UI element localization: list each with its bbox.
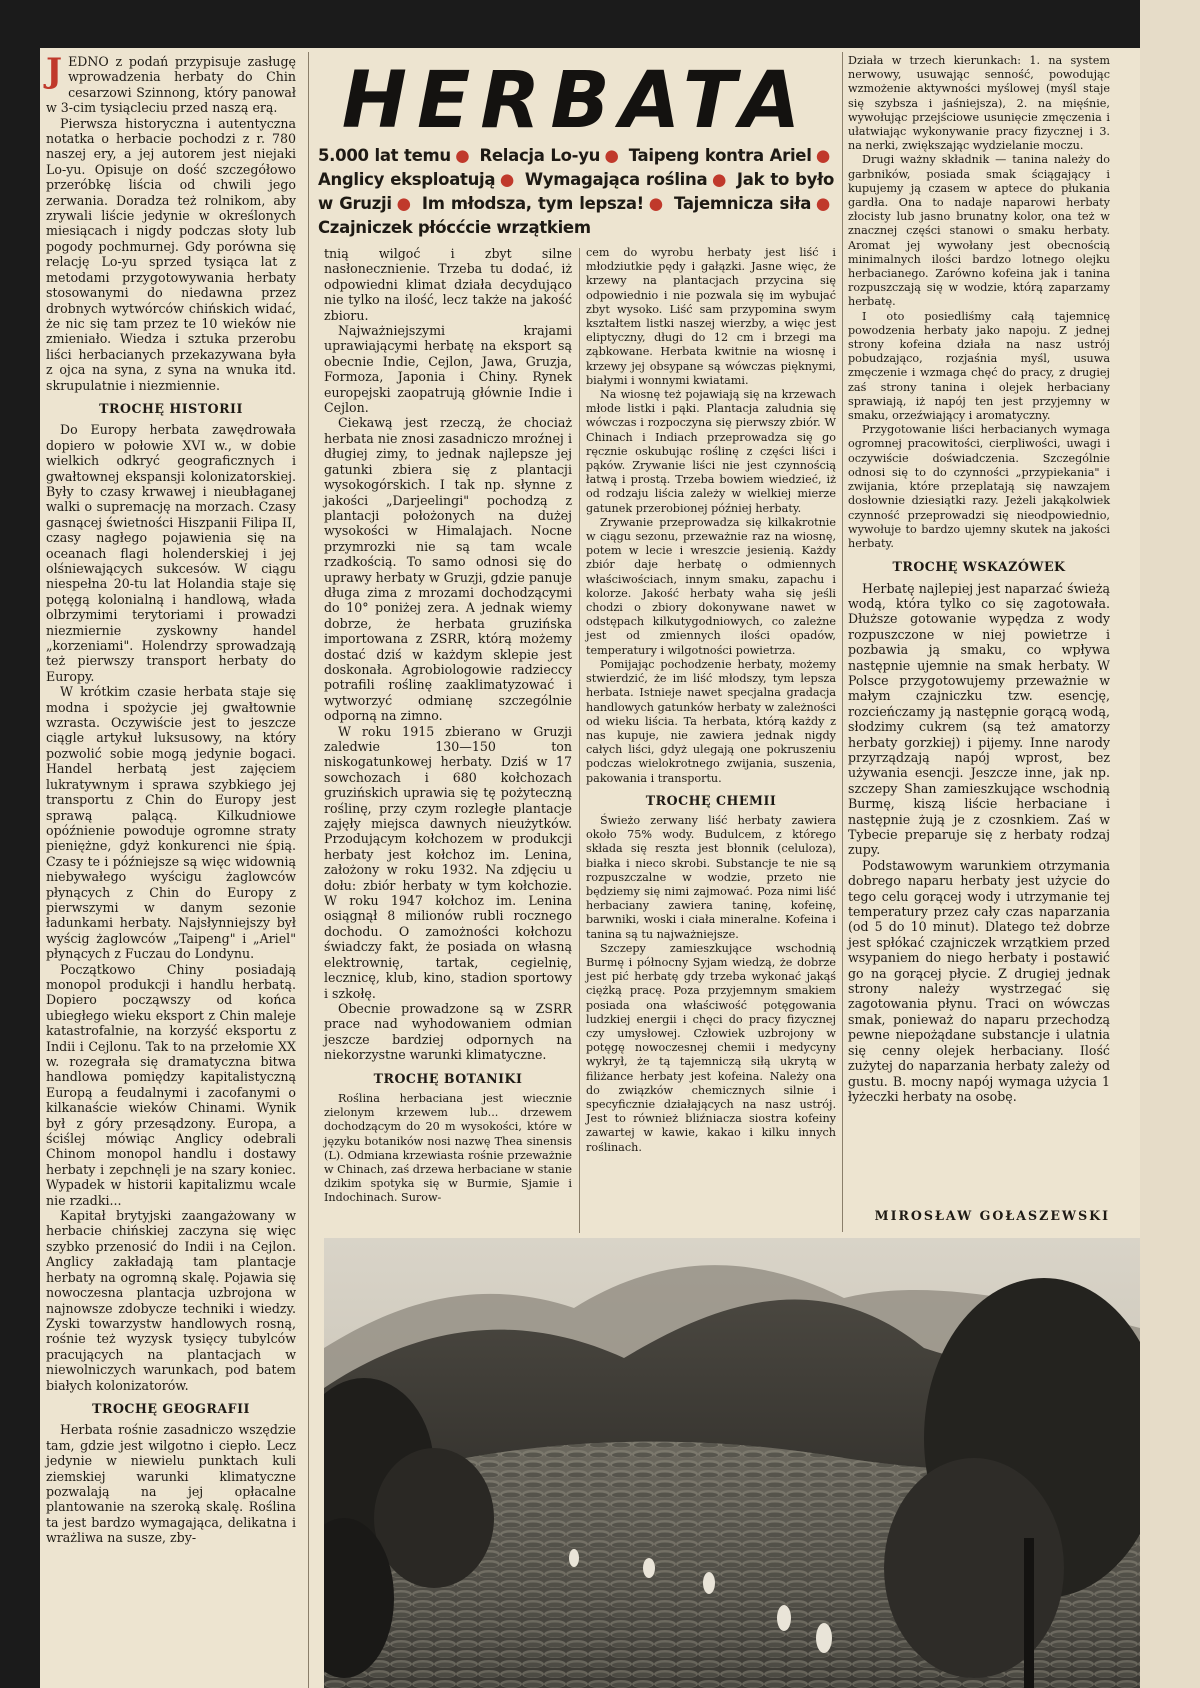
column-rule xyxy=(842,52,843,1232)
paragraph: tnią wilgoć i zbyt silne nasłonecznienie. Trzeba tu dodać, iż odpowiedni klimat działa decydująco nie tylko na ilość, lecz także na jakość zbioru. xyxy=(324,246,572,323)
paragraph: Początkowo Chiny posiadają monopol produkcji i handlu herbatą. Dopiero począwszy od końca ubiegłego wieku eksport z Chin maleje katastrofalnie, na korzyść eksportu z Indii i Cejlonu. Tak to na przełomie XX w. rozegrała się dramatyczna bitwa handlowa pomiędzy kapitalistyczną Europą a feudalnymi i zacofanymi o kilkanaście wieków Chinami. Wynik był z góry przesądzony. Europa, a ściślej mówiąc Anglicy odebrali Chinom monopol handlu i dostawy herbaty i zepchnęli je na szary koniec. Wypadek w historii kapitalizmu wcale nie rzadki... xyxy=(46,961,296,1208)
subtitle-item: Relacja Lo-yu xyxy=(479,146,601,165)
paragraph: Przygotowanie liści herbacianych wymaga ogromnej pracowitości, cierpliwości, uwagi i oczywiście doświadczenia. Szczególnie odnosi się to do czynności „przypiekania" i zwijania, które przeplatają się nawzajem dosłownie dziesiątki razy. Jeżeli jakąkolwiek czynność przeprowadzi się nieodpowiednio, wywołuje to bardzo ujemny skutek na jakości herbaty. xyxy=(848,423,1110,550)
paragraph: Działa w trzech kierunkach: 1. na system nerwowy, usuwając senność, powodując wzmożenie aktywności myślowej (myśl staje się szybsza i jaśniejsza), 2. na mięśnie, wywołując przejściowe usunięcie zmęczenia i ułatwiając wykonywanie pracy fizycznej i 3. na nerki, zwiększając wydzielanie moczu. xyxy=(848,54,1110,153)
subtitle-item: Im młodsza, tym lepsza! xyxy=(421,194,644,213)
subtitle-item: Czajniczek płócćcie wrzątkiem xyxy=(318,218,591,237)
paragraph: cem do wyrobu herbaty jest liść i młodziutkie pędy i gałązki. Jasne więc, że krzewy na plantacjach przycina się odpowiednio i nie pozwala się im wybujać zbyt wysoko. Liść sam przypomina swym kształtem listki naszej wierzby, a więc jest eliptyczny, długi do 12 cm i brzegi ma ząbkowane. Herbata kwitnie na wiosnę i krzewy jej obsypane są wówczas pięknymi, białymi i wonnymi kwiatami. xyxy=(586,246,836,387)
paragraph: Pierwsza historyczna i autentyczna notatka o herbacie pochodzi z r. 780 naszej ery, a jej autorem jest niejaki Lo-yu. Opisuje on dość szczegółowo przeróbkę liścia od chwili jego zerwania. Doradza też rolnikom, aby zrywali liście jedynie w określonych miesiącach i nigdy podczas słoty lub pogody pochmurnej. Gdy porówna się relację Lo-yu sprzed tysiąca lat z metodami przygotowywania herbaty stosowanymi do niedawna przez drobnych wytwórców chińskich widać, że nic się tam przez te 10 wieków nie zmieniało. Wiedza i sztuka przerobu liści herbacianych przekazywana była z ojca na syna, z syna na wnuka itd. skrupulatnie i niezmiennie. xyxy=(46,115,296,393)
column-rule xyxy=(579,248,580,1233)
drop-cap: J xyxy=(46,51,63,91)
newspaper-page xyxy=(40,48,1140,1688)
paragraph: Pomijając pochodzenie herbaty, możemy stwierdzić, że im liść młodszy, tym lepsza herbata. Istnieje nawet specjalna gradacja handlowych gatunków herbaty w zależności od wieku liścia. Ta herbata, którą każdy z nas kupuje, nie zawiera jednak nigdy całych liści, gdyż ulegają one pokruszeniu podczas wielokrotnego zwijania, suszenia, pakowania i transportu. xyxy=(586,657,836,785)
section-heading-geography: TROCHĘ GEOGRAFII xyxy=(92,1400,250,1416)
subtitle-item: Tajemnicza siła xyxy=(674,194,812,213)
paragraph: Do Europy herbata zawędrowała dopiero w połowie XVI w., w dobie wielkich odkryć geograficznych i gwałtownej ekspansji kolonizatorskiej. Były to czasy krwawej i nieubłaganej walki o supremację na morzach. Czasy gasnącej świetności Hiszpanii Filipa II, czasy nagłego pojawienia się na oceanach flagi holenderskiej i jej olśniewających sukcesów. W ciągu niespełna 20-tu lat Holandia staje się potęgą kolonialną i handlową, włada olbrzymimi terytoriami i prowadzi niezmiernie zyskowny handel „korzeniami". Holendrzy sprowadzają też pierwszy transport herbaty do Europy. xyxy=(46,422,296,684)
paragraph: Na wiosnę też pojawiają się na krzewach młode listki i pąki. Plantacja zaludnia się wówczas i rozpoczyna się pierwszy zbiór. W Chinach i Indiach przeprowadza się go ręcznie oskubując roślinę z części liści i pąków. Zrywanie liści nie jest czynnością łatwą i prostą. Trzeba bowiem wiedzieć, iż od rodzaju liścia zależy w wielkiej mierze gatunek przerobionej później herbaty. xyxy=(586,388,836,515)
subtitle-item: 5.000 lat temu xyxy=(318,146,451,165)
paragraph: Szczepy zamieszkujące wschodnią Burmę i północny Syjam wiedzą, że dobrze jest pić herbatę gdy trzeba wykonać jakąś ciężką pracę. Poza przyjemnym smakiem posiada ona właściwość potęgowania ludzkiej energii i chęci do pracy fizycznej czy umysłowej. Człowiek uzbrojony w potęgę nowoczesnej chemii i medycyny wykrył, że tą tajemniczą siłą ukrytą w filiżance herbaty jest kofeina. Należy ona do związków chemicznych silnie i specyficznie działających na nasz ustrój. Jest to również bliźniacza siostra kofeiny zawartej w kawie, kakao i kilku innych roślinach. xyxy=(586,941,836,1154)
column-4 xyxy=(848,54,1110,1104)
paragraph: Zrywanie przeprowadza się kilkakrotnie w ciągu sezonu, przeważnie raz na wiosnę, potem w lecie i wreszcie jesienią. Każdy zbiór daje herbatę o odmiennych właściwościach, innym smaku, zapachu i kolorze. Jakość herbaty waha się jeśli chodzi o zbiory dokonywane nawet w odstępach kilkutygodniowych, co zależne jest od zmiennych ilości opadów, temperatury i wilgotności powietrza. xyxy=(586,515,836,657)
column-2 xyxy=(324,246,572,1206)
paragraph: Podstawowym warunkiem otrzymania dobrego naparu herbaty jest użycie do tego celu gorącej wody i utrzymanie tej temperatury przez cały czas naparzania (od 5 do 10 minut). Dlatego też dobrze jest spłókać czajniczek wrzątkiem przed wsypaniem do niego herbaty i postawić go na gorącej płycie. Z drugiej jednak strony należy wystrzegać się zagotowania płynu. Traci on wówczas smak, ponieważ do naparu przechodzą pewne niepożądane substancje i ulatnia się cenny olejek herbaciany. Ilość zużytej do naparzania herbaty zależy od gustu. B. mocny napój wymaga użycia 1 łyżeczki herbaty na osobę. xyxy=(848,857,1110,1104)
section-heading-botany: TROCHĘ BOTANIKI xyxy=(373,1070,523,1086)
subtitle-item: Jak to było w Gruzji xyxy=(318,170,834,213)
subtitle-item: Taipeng kontra Ariel xyxy=(628,146,812,165)
column-3 xyxy=(586,246,836,1155)
article-subtitle: 5.000 lat temu ● Relacja Lo-yu ● Taipeng kontra Ariel ● Anglicy eksploatują ● Wymagająca roślina ● Jak to było w Gruzji ● Im młodsza, tym lepsza! ● Tajemnicza siła ● Czajniczek płócćcie wrzątkiem xyxy=(318,146,834,237)
page-edge xyxy=(1140,0,1200,1688)
section-heading-chemistry: TROCHĘ CHEMII xyxy=(645,792,777,808)
intro-text: EDNO z podań przypisuje zasługę wprowadzenia herbaty do Chin cesarzowi Szinnong, który panował w 3-cim tysiącleciu przed naszą erą. xyxy=(46,54,296,116)
column-1 xyxy=(46,51,296,1546)
paragraph: I oto posiedliśmy całą tajemnicę powodzenia herbaty jako napoju. Z jednej strony kofeina działa na nasz ustrój pobudzająco, rozjaśnia myśl, usuwa zmęczenie i wzmaga chęć do pracy, z drugiej zaś strony tanina i olejek herbaciany sprawiają, iż napój ten jest przyjemny w smaku, orzeźwiający i aromatyczny. xyxy=(848,309,1110,423)
paragraph: Drugi ważny składnik — tanina należy do garbników, posiada smak ściągający i kupujemy ją czasem w aptece do płukania gardła. Ona to nadaje naparowi herbaty złocisty lub jasno brunatny kolor, ona też w znacznej części stanowi o smaku herbaty. Aromat jej wywołany jest obecnością minimalnych ilości bardzo lotnego olejku herbacianego. Zarówno kofeina jak i tanina rozpuszczają się w wodzie, którą zaparzamy herbatę. xyxy=(848,153,1110,309)
article-title: HERBATA xyxy=(341,56,811,146)
title-block xyxy=(312,52,840,238)
paragraph: Roślina herbaciana jest wiecznie zielonym krzewem lub... drzewem dochodzącym do 20 m wysokości, które w języku botaników nosi nazwę Thea sinensis (L). Odmiana krzewiasta rośnie przeważnie w Chinach, zaś drzewa herbaciane w stanie dzikim spotyka się w Burmie, Sjamie i Indochinach. Surow- xyxy=(324,1091,572,1205)
paragraph: Najważniejszymi krajami uprawiającymi herbatę na eksport są obecnie Indie, Cejlon, Jawa, Gruzja, Formoza, Japonia i Chiny. Rynek europejski zaopatrują głównie Indie i Cejlon. xyxy=(324,323,572,416)
subtitle-item: Wymagająca roślina xyxy=(524,170,708,189)
paragraph: Kapitał brytyjski zaangażowany w herbacie chińskiej zaczyna się więc szybko przenosić do Indii i na Cejlon. Anglicy zakładają tam plantacje herbaty na ogromną skalę. Pojawia się nowoczesna plantacja uzbrojona w najnowsze zdobycze techniki i wiedzy. Zyski towarzystw handlowych rosną, rośnie też wyzysk tysięcy tubylców pracujących na plantacjach w niewolniczych warunkach, pod batem białych kolonizatorów. xyxy=(46,1208,296,1393)
paragraph: Herbata rośnie zasadniczo wszędzie tam, gdzie jest wilgotno i ciepło. Lecz jedynie w niewielu punktach kuli ziemskiej warunki klimatyczne pozwalają na jej opłacalne plantowanie na szeroką skalę. Roślina ta jest bardzo wymagająca, delikatna i wrażliwa na susze, zby- xyxy=(46,1422,296,1546)
paragraph: W roku 1915 zbierano w Gruzji zaledwie 130—150 ton niskogatunkowej herbaty. Dziś w 17 sowchozach i 680 kołchozach gruzińskich uprawia się tę pożyteczną roślinę, przy czym rozległe plantacje zajęły miejsca dawnych nieużytków. Przodującym kołchozem w produkcji herbaty jest kołchoz im. Lenina, założony w roku 1932. Na zdjęciu u dołu: zbiór herbaty w tym kołchozie. W roku 1947 kołchoz im. Lenina osiągnął 8 milionów rubli rocznego dochodu. O zamożności kołchozu świadczy fakt, że posiada on własną elektrownię, tartak, cegielnię, lecznicę, klub, kino, stadion sportowy i szkołę. xyxy=(324,723,572,1001)
section-heading-history: TROCHĘ HISTORII xyxy=(99,400,243,416)
intro-paragraph xyxy=(46,51,296,116)
paragraph: W krótkim czasie herbata staje się modna i spożycie jej gwałtownie wzrasta. Oczywiście jest to jeszcze ciągle artykuł luksusowy, na który pozwolić sobie mogą jedynie bogaci. Handel herbatą jest zajęciem lukratywnym i sprawa szybkiego jej transportu z Chin do Europy jest sprawą palącą. Kilkudniowe opóźnienie powoduje ogromne straty pieniężne, gdyż konkurenci nie śpią. Czasy te i późniejsze są więc widownią niebywałego wyścigu żaglowców płynących z Chin do Europy z pierwszymi w danym sezonie ładunkami herbaty. Najsłynniejszy był wyścig żaglowców „Taipeng" i „Ariel" płynących z Fuczau do Londynu. xyxy=(46,684,296,962)
paragraph: Herbatę najlepiej jest naparzać świeżą wodą, która tylko co się zagotowała. Dłuższe gotowanie wypędza z wody rozpuszczone w niej powietrze i pozbawia ją smaku, co wpływa następnie ujemnie na smak herbaty. W Polsce przygotowujemy przeważnie w małym czajniczku tzw. esencję, rozcieńczamy ją następnie gorącą wodą, słodzimy cukrem (są też amatorzy herbaty gorzkiej) i pijemy. Inne narody przyrządzają napój wprost, bez używania esencji. Jeszcze inne, jak np. szczepy Shan zamieszkujące wschodnią Burmę, kiszą liście herbaciane i następnie żują je z czosnkiem. Zaś w Tybecie preparuje się z herbaty rodzaj zupy. xyxy=(848,580,1110,858)
section-heading-tips: TROCHĘ WSKAZÓWEK xyxy=(892,559,1066,575)
column-rule xyxy=(308,52,309,1688)
paragraph: Ciekawą jest rzeczą, że chociaż herbata nie znosi zasadniczo mroźnej i długiej zimy, to jednak najlepsze jej gatunki zbiera się z plantacji wysokogórskich. I tak np. słynne z jakości „Darjeelingi" pochodzą z plantacji położonych na dużej wysokości w Himalajach. Nocne przymrozki nie są tam wcale rzadkością. To samo odnosi się do uprawy herbaty w Gruzji, gdzie panuje długa zima z mrozami dochodzącymi do 10° poniżej zera. A jednak wiemy dobrze, że herbata gruzińska importowana z ZSRR, którą możemy dostać dziś w każdym sklepie jest doskonała. Agrobiologowie radzieccy potrafili roślinę zaaklimatyzować i wytworzyć odmianę szczególnie odporną na zimno. xyxy=(324,415,572,724)
author-byline: MIROSŁAW GOŁASZEWSKI xyxy=(874,1208,1110,1223)
paragraph: Obecnie prowadzone są w ZSRR prace nad wyhodowaniem odmian jeszcze bardziej odpornych na niekorzystne warunki klimatyczne. xyxy=(324,1000,572,1063)
paragraph: Świeżo zerwany liść herbaty zawiera około 75% wody. Budulcem, z którego składa się reszta jest błonnik (celuloza), białka i nieco skrobi. Substancje te nie są rozpuszczalne w wodzie, przeto nie będziemy się nimi zajmować. Poza nimi liść herbaciany zawiera taninę, kofeinę, barwniki, woski i ciała mineralne. Kofeina i tanina są tu najważniejsze. xyxy=(586,813,836,941)
tea-plantation-photo xyxy=(324,1238,1140,1688)
subtitle-item: Anglicy eksploatują xyxy=(318,170,496,189)
